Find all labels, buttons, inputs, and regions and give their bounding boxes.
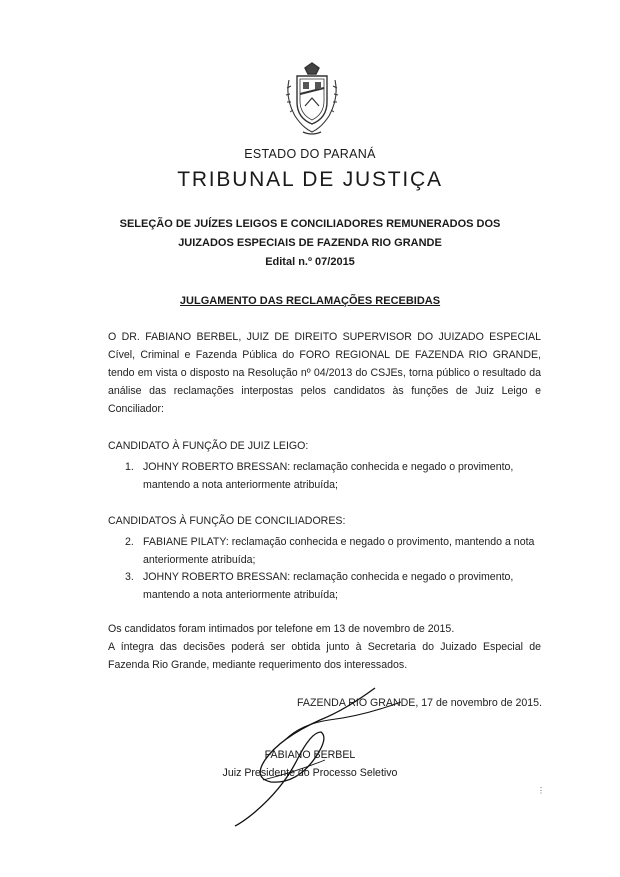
list-item-number: 2. — [125, 536, 134, 548]
closing-line-2: A íntegra das decisões poderá ser obtida junto à Secretaria do Juizado Especial de Fazenda Rio Grande, mediante requerimento dos interessados. — [108, 641, 541, 671]
signatory-role: Juiz Presidente do Processo Seletivo — [222, 767, 398, 779]
court-name: TRIBUNAL DE JUSTIÇA — [177, 168, 443, 191]
state-name: ESTADO DO PARANÁ — [244, 147, 376, 161]
list-item — [125, 458, 545, 494]
place-date-line: FAZENDA RIO GRANDE, 17 de novembro de 2015. — [297, 697, 542, 709]
closing-line-1: Os candidatos foram intimados por telefone em 13 de novembro de 2015. — [108, 623, 455, 635]
list-item-number: 1. — [125, 461, 134, 473]
title-line-1: SELEÇÃO DE JUÍZES LEIGOS E CONCILIADORES REMUNERADOS DOS — [119, 218, 501, 230]
section-subtitle: JULGAMENTO DAS RECLAMAÇÕES RECEBIDAS — [179, 295, 441, 307]
intro-paragraph: O DR. FABIANO BERBEL, JUIZ DE DIREITO SUPERVISOR DO JUIZADO ESPECIAL Cível, Criminal e Fazenda Pública do FORO REGIONAL DE FAZENDA RIO GRANDE, tendo em vista o disposto na Resolução nº 04/2013 do CSJEs, torna público o resultado da análise das reclamações interpostas pelos candidatos às funções de Juiz Leigo e Conciliador: — [108, 331, 541, 415]
title-line-2: JUIZADOS ESPECIAIS DE FAZENDA RIO GRANDE — [178, 237, 442, 249]
coat-of-arms-emblem — [283, 62, 341, 138]
closing-paragraph — [108, 620, 541, 674]
signatory-name: FABIANO BERBEL — [264, 749, 356, 761]
list-item-number: 3. — [125, 571, 134, 583]
list-item-text: JOHNY ROBERTO BRESSAN: reclamação conhecida e negado o provimento, mantendo a nota anteriormente atribuída; — [143, 461, 514, 491]
marginal-mark: ⋮ — [537, 786, 545, 795]
list-item — [125, 533, 545, 569]
category-label-conciliadores: CANDIDATOS À FUNÇÃO DE CONCILIADORES: — [108, 515, 346, 527]
edital-number: Edital n.º 07/2015 — [265, 256, 355, 268]
list-item — [125, 568, 545, 604]
list-item-text: JOHNY ROBERTO BRESSAN: reclamação conhecida e negado o provimento, mantendo a nota anteriormente atribuída; — [143, 571, 514, 601]
list-item-text: FABIANE PILATY: reclamação conhecida e negado o provimento, mantendo a nota anteriormente atribuída; — [143, 536, 535, 566]
category-label-juiz-leigo: CANDIDATO À FUNÇÃO DE JUIZ LEIGO: — [108, 440, 309, 452]
handwritten-signature — [225, 680, 415, 830]
